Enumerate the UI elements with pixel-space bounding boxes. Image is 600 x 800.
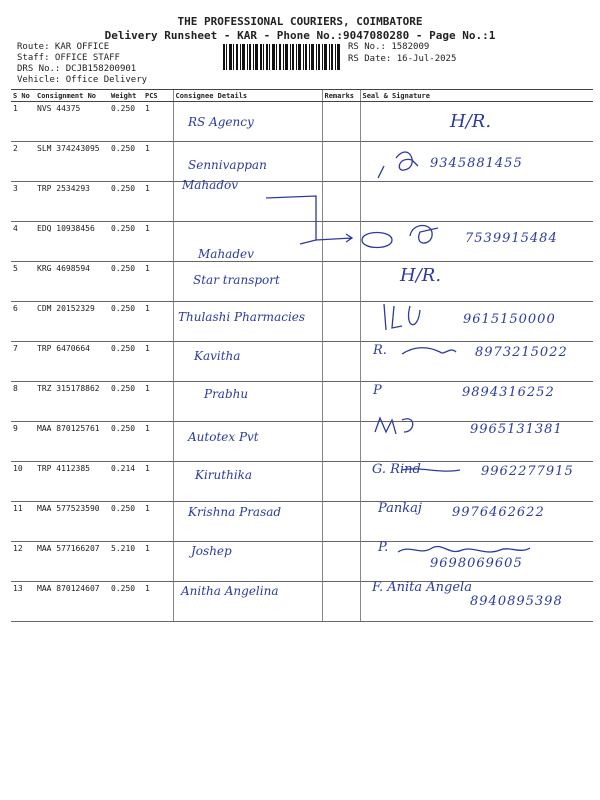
- scribble-row2: [378, 152, 418, 178]
- row-pcs: 1: [143, 182, 173, 222]
- consignee-handwritten: Joshep: [191, 544, 232, 559]
- row-pcs: 1: [143, 542, 173, 582]
- row-consignment: TRP 6470664: [35, 342, 109, 382]
- row-consignment: MAA 870125761: [35, 422, 109, 462]
- rs-date: RS Date: 16-Jul-2025: [348, 54, 457, 64]
- scribble-row10: [402, 469, 460, 471]
- row-sno: 2: [11, 142, 35, 182]
- signature-handwritten: H/R.: [450, 111, 492, 132]
- scribble-row4: [410, 226, 438, 244]
- row-weight: 0.250: [109, 302, 143, 342]
- route: Route: KAR OFFICE: [17, 42, 110, 52]
- phone-handwritten: 9615150000: [463, 312, 556, 327]
- row-consignment: TRP 2534293: [35, 182, 109, 222]
- row-weight: 0.250: [109, 582, 143, 622]
- row-consignment: MAA 870124607: [35, 582, 109, 622]
- row-sno: 10: [11, 462, 35, 502]
- consignee-handwritten: Thulashi Pharmacies: [178, 310, 306, 324]
- row-sno: 4: [11, 222, 35, 262]
- phone-handwritten: 8973215022: [475, 345, 568, 361]
- row-consignment: NVS 44375: [35, 102, 109, 142]
- consignee-handwritten: Autotex Pvt: [188, 430, 259, 445]
- phone-handwritten: 9965131381: [470, 422, 563, 438]
- phone-handwritten: 8940895398: [470, 593, 563, 609]
- runsheet-subtitle: Delivery Runsheet - KAR - Phone No.:9047080280 - Page No.:1: [104, 29, 496, 42]
- phone-handwritten: 7539915484: [465, 231, 558, 247]
- row-sno: 11: [11, 502, 35, 542]
- bracket-row3-4: [266, 196, 316, 244]
- row-weight: 0.250: [109, 222, 143, 262]
- row-weight: 0.250: [109, 182, 143, 222]
- consignee-handwritten: RS Agency: [188, 115, 254, 129]
- row-weight: 5.210: [109, 542, 143, 582]
- row-weight: 0.250: [109, 422, 143, 462]
- signature-handwritten: Pankaj: [378, 501, 422, 516]
- row-sno: 9: [11, 422, 35, 462]
- col-seal-signature: Seal & Signature: [360, 90, 593, 102]
- signature-handwritten: P.: [378, 540, 389, 556]
- row-consignment: KRG 4698594: [35, 262, 109, 302]
- staff: Staff: OFFICE STAFF: [17, 53, 120, 63]
- row-consignment: TRP 4112385: [35, 462, 109, 502]
- signature-handwritten: P: [373, 382, 382, 398]
- col-remarks: Remarks: [322, 90, 360, 102]
- arrow-row4: [316, 234, 352, 242]
- row-weight: 0.250: [109, 382, 143, 422]
- phone-handwritten: 9894316252: [462, 384, 555, 400]
- consignee-handwritten: Prabhu: [204, 386, 249, 401]
- col-consignment: Consignment No: [35, 90, 109, 102]
- scribble-row7: [402, 348, 456, 354]
- row-sno: 6: [11, 302, 35, 342]
- row-weight: 0.250: [109, 502, 143, 542]
- row-pcs: 1: [143, 222, 173, 262]
- signature-handwritten: R.: [373, 343, 387, 359]
- row-consignment: TRZ 315178862: [35, 382, 109, 422]
- company-title: THE PROFESSIONAL COURIERS, COIMBATORE: [177, 15, 423, 28]
- col-pcs: PCS: [143, 90, 173, 102]
- row-consignment: MAA 577523590: [35, 502, 109, 542]
- signature-handwritten: F. Anita Angela: [372, 579, 472, 595]
- consignee-handwritten: Mahadev: [198, 247, 254, 262]
- row-pcs: 1: [143, 262, 173, 302]
- row-sno: 13: [11, 582, 35, 622]
- row-sno: 3: [11, 182, 35, 222]
- row-pcs: 1: [143, 102, 173, 142]
- signature-handwritten: H/R.: [400, 264, 442, 286]
- row-sno: 5: [11, 262, 35, 302]
- row-pcs: 1: [143, 302, 173, 342]
- row-consignment: SLM 374243095: [35, 142, 109, 182]
- row-sno: 1: [11, 102, 35, 142]
- row-pcs: 1: [143, 462, 173, 502]
- phone-handwritten: 9698069605: [430, 556, 523, 572]
- row-pcs: 1: [143, 342, 173, 382]
- row-weight: 0.214: [109, 462, 143, 502]
- circle-row4: [362, 233, 392, 248]
- col-weight: Weight: [109, 90, 143, 102]
- signature-handwritten: G. Rind: [372, 461, 421, 477]
- row-weight: 0.250: [109, 262, 143, 302]
- row-sno: 8: [11, 382, 35, 422]
- drs-number: DRS No.: DCJB158200901: [17, 64, 137, 74]
- row-pcs: 1: [143, 382, 173, 422]
- row-pcs: 1: [143, 422, 173, 462]
- vehicle: Vehicle: Office Delivery: [17, 75, 148, 85]
- scribble-row12: [398, 546, 530, 552]
- phone-handwritten: 9345881455: [430, 156, 523, 172]
- rs-number: RS No.: 1582009: [348, 42, 430, 52]
- consignee-handwritten: Star transport: [193, 272, 280, 287]
- row-consignment: CDM 20152329: [35, 302, 109, 342]
- row-pcs: 1: [143, 142, 173, 182]
- consignee-handwritten: Kavitha: [194, 349, 241, 364]
- phone-handwritten: 9962277915: [481, 463, 574, 479]
- scribble-row9: [375, 418, 413, 434]
- consignee-handwritten: Anitha Angelina: [181, 583, 279, 598]
- row-weight: 0.250: [109, 102, 143, 142]
- scribble-row6: [384, 304, 420, 330]
- row-sno: 12: [11, 542, 35, 582]
- row-weight: 0.250: [109, 142, 143, 182]
- row-consignment: EDQ 10938456: [35, 222, 109, 262]
- row-consignment: MAA 577166207: [35, 542, 109, 582]
- row-pcs: 1: [143, 502, 173, 542]
- consignee-handwritten: Sennivappan: [188, 158, 267, 173]
- consignee-handwritten: Mahadov: [182, 177, 239, 192]
- row-pcs: 1: [143, 582, 173, 622]
- consignee-handwritten: Kiruthika: [195, 467, 253, 482]
- phone-handwritten: 9976462622: [452, 505, 545, 520]
- col-consignee: Consignee Details: [173, 90, 322, 102]
- row-weight: 0.250: [109, 342, 143, 382]
- col-sno: S No: [11, 90, 35, 102]
- consignee-handwritten: Krishna Prasad: [188, 505, 282, 519]
- row-sno: 7: [11, 342, 35, 382]
